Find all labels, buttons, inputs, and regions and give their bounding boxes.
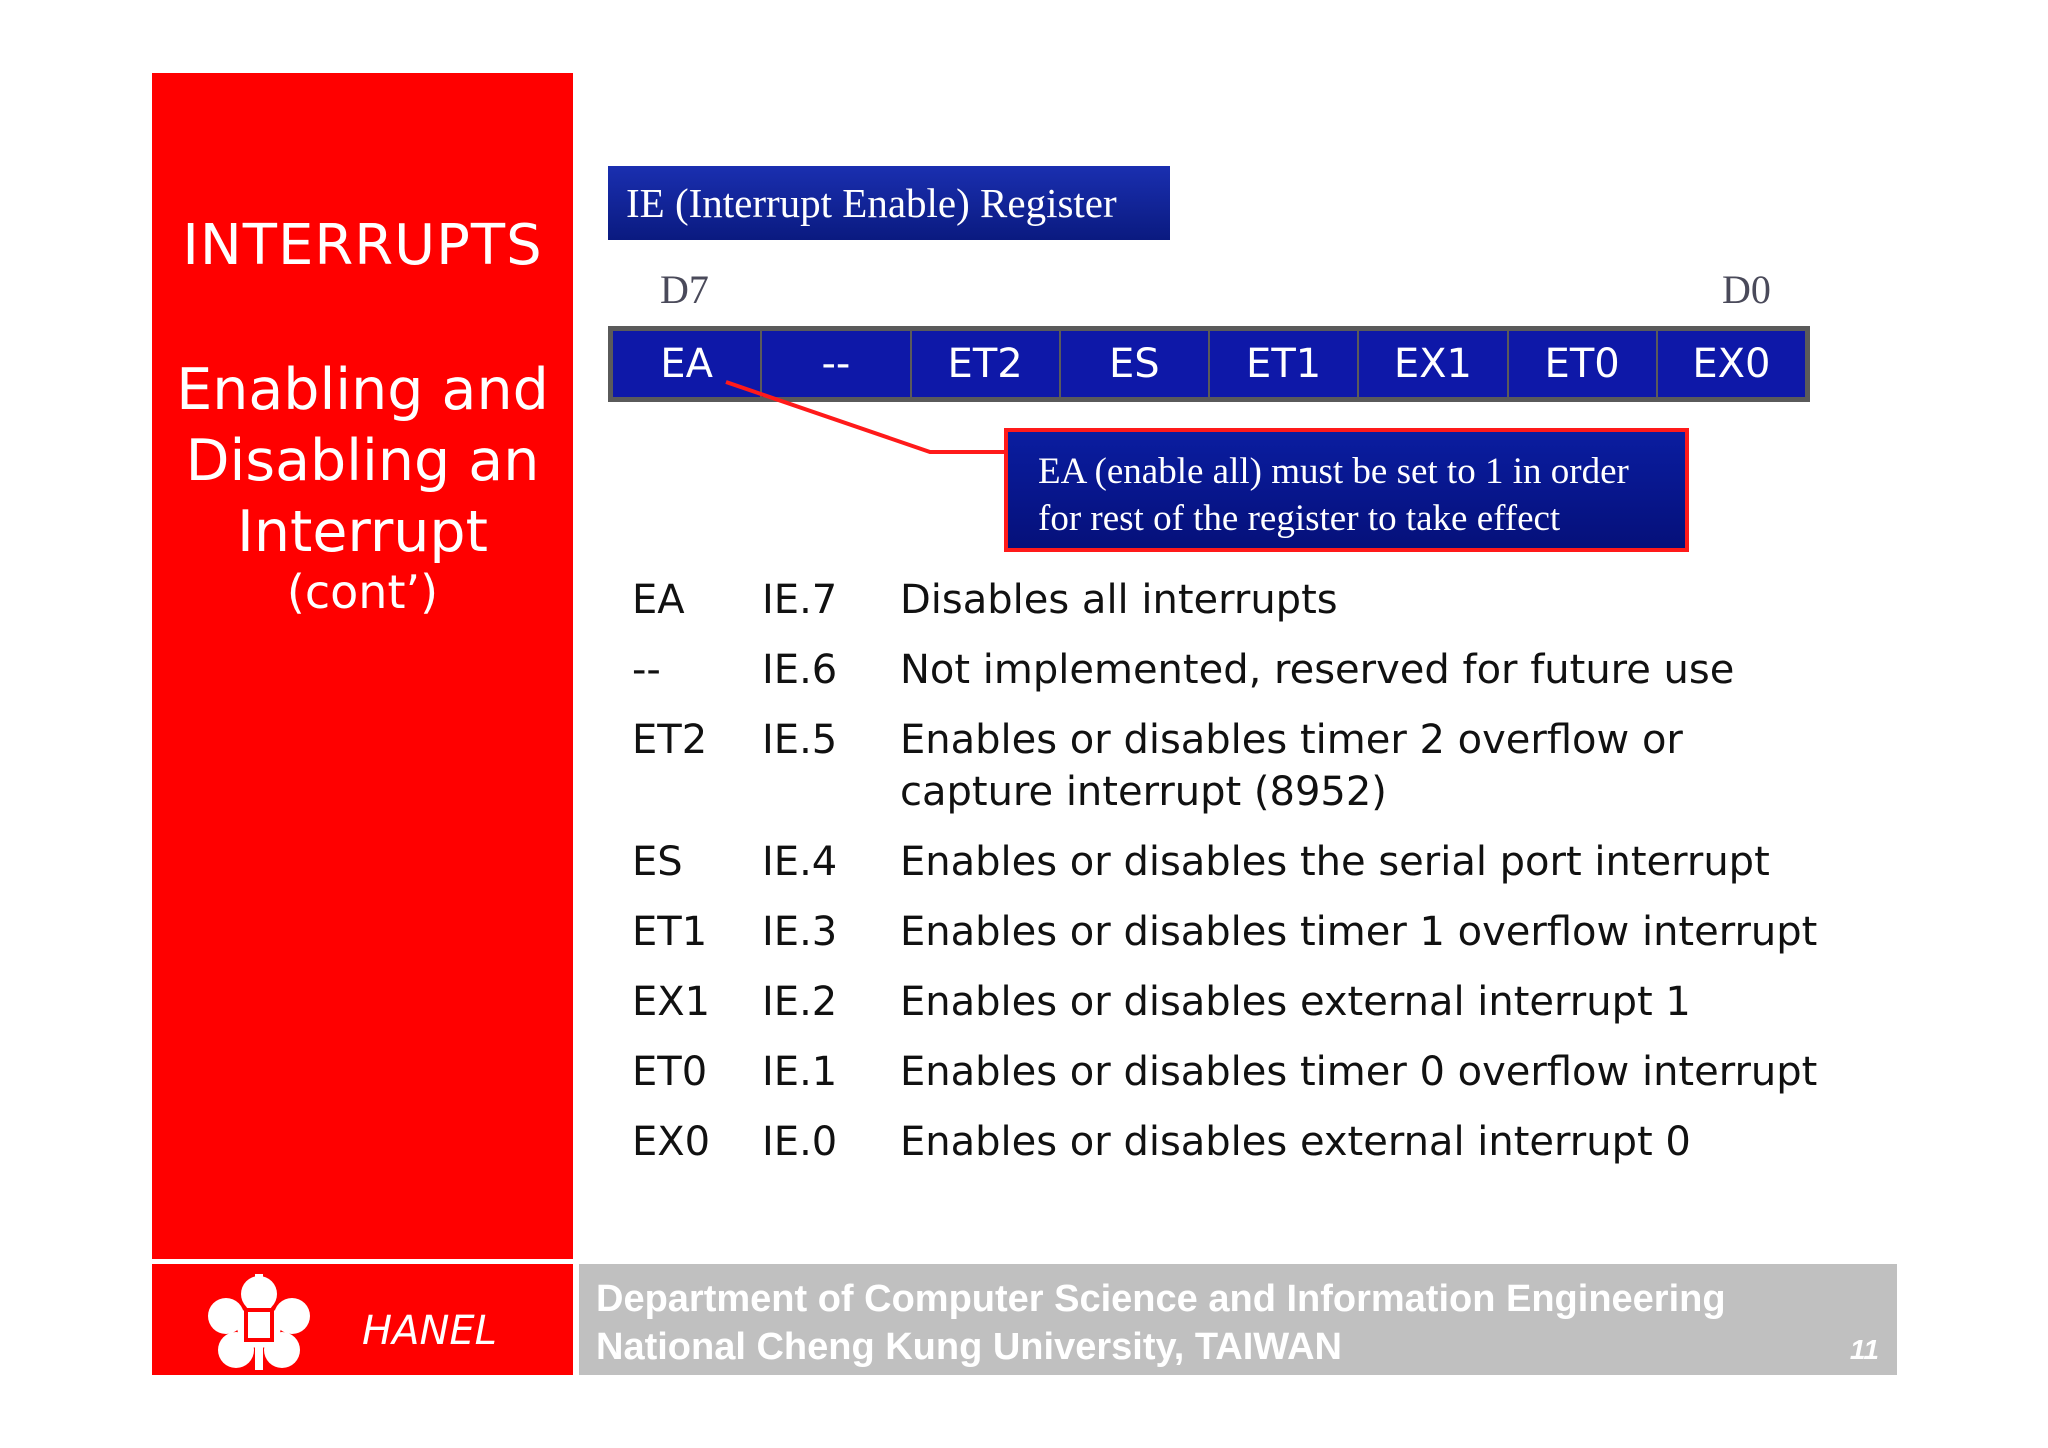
bit-name: EA [632, 577, 685, 623]
bit-position: IE.7 [762, 577, 838, 623]
callout-line: EA (enable all) must be set to 1 in order [1038, 451, 1629, 492]
bit-position: IE.6 [762, 647, 838, 693]
table-row [632, 1046, 1912, 1098]
table-row [632, 714, 1912, 818]
university-logo-icon [200, 1272, 318, 1372]
callout-box [1004, 428, 1689, 552]
bit-description: Not implemented, reserved for future use [900, 647, 1735, 693]
register-bit-et2: ET2 [910, 331, 1059, 397]
section-title: INTERRUPTS [182, 213, 543, 278]
bit-name: ET1 [632, 909, 708, 955]
bit-name: EX1 [632, 979, 711, 1025]
topic-line: Enabling and [176, 357, 549, 423]
bit-description: Enables or disables the serial port interrupt [900, 839, 1770, 885]
topic-title [152, 355, 573, 568]
callout-line: for rest of the register to take effect [1038, 498, 1561, 539]
msb-label: D7 [660, 267, 709, 312]
bit-position: IE.5 [762, 717, 838, 763]
topic-line: Disabling an [185, 428, 540, 494]
bit-description: Disables all interrupts [900, 577, 1338, 623]
page-number: 11 [1849, 1334, 1879, 1365]
bit-description: Enables or disables timer 2 overflow or capture interrupt (8952) [900, 717, 1683, 815]
bit-name: ET2 [632, 717, 708, 763]
bit-description: Enables or disables timer 0 overflow interrupt [900, 1049, 1818, 1095]
bit-name: EX0 [632, 1119, 711, 1165]
department-name: Department of Computer Science and Information Engineering [596, 1278, 1726, 1320]
register-bit-ex0: EX0 [1656, 331, 1805, 397]
continued-label: (cont’) [286, 565, 439, 619]
bit-description: Enables or disables external interrupt 1 [900, 979, 1691, 1025]
register-bit-ea: EA [613, 331, 760, 397]
bit-description: Enables or disables timer 1 overflow interrupt [900, 909, 1818, 955]
register-bit-es: ES [1059, 331, 1208, 397]
table-row [632, 644, 1912, 696]
author-name: HANEL [362, 1308, 497, 1354]
table-row [632, 574, 1912, 626]
bit-name: ET0 [632, 1049, 708, 1095]
bit-position: IE.1 [762, 1049, 838, 1095]
footer-author-panel [152, 1264, 573, 1375]
bit-position: IE.2 [762, 979, 838, 1025]
topic-line: Interrupt [237, 499, 488, 565]
register-bit-ex1: EX1 [1357, 331, 1506, 397]
bit-position: IE.0 [762, 1119, 838, 1165]
footer-institution-panel [579, 1264, 1897, 1375]
register-bit-et0: ET0 [1507, 331, 1656, 397]
table-row [632, 836, 1912, 888]
register-title: IE (Interrupt Enable) Register [608, 166, 1170, 240]
register-bit-et1: ET1 [1208, 331, 1357, 397]
table-row [632, 1116, 1912, 1168]
bit-description: Enables or disables external interrupt 0 [900, 1119, 1691, 1165]
register-bit-reserved: -- [760, 331, 909, 397]
lsb-label: D0 [1722, 267, 1771, 312]
table-row [632, 906, 1912, 958]
register-bit-bar [608, 326, 1810, 402]
sidebar-panel [152, 73, 573, 1259]
bit-name: ES [632, 839, 683, 885]
bit-description-table [632, 574, 1912, 1186]
bit-position: IE.4 [762, 839, 838, 885]
university-name: National Cheng Kung University, TAIWAN [596, 1326, 1342, 1368]
table-row [632, 976, 1912, 1028]
bit-position: IE.3 [762, 909, 838, 955]
bit-name: -- [632, 647, 661, 693]
